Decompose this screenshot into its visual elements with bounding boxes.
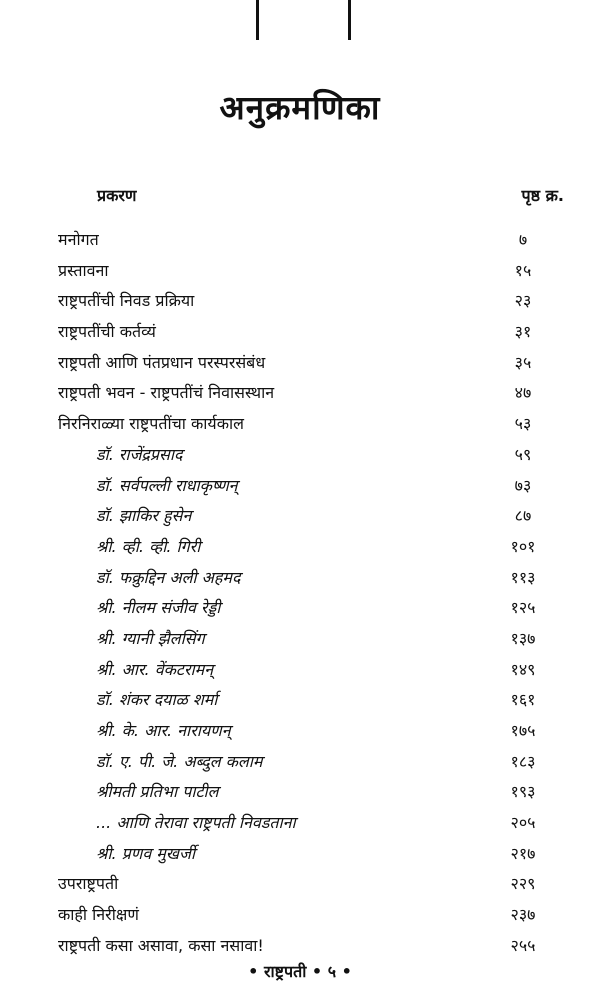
toc-entry-page: १०१ bbox=[510, 536, 536, 556]
toc-entry-page: ७३ bbox=[514, 475, 532, 495]
toc-entry-page: २१७ bbox=[510, 843, 536, 863]
toc-entry-title: डॉ. ए. पी. जे. अब्दुल कलाम bbox=[96, 751, 263, 771]
toc-entry-title: राष्ट्रपती कसा असावा, कसा नसावा! bbox=[58, 935, 264, 955]
toc-entry-page: २३७ bbox=[510, 905, 536, 925]
toc-entry-title: राष्ट्रपती भवन - राष्ट्रपतींचं निवासस्थान bbox=[58, 383, 275, 403]
toc-entry-page: १४९ bbox=[510, 659, 536, 679]
toc-entry-title: डॉ. राजेंद्रप्रसाद bbox=[96, 444, 183, 464]
toc-entry-title: श्री. ग्यानी झैलसिंग bbox=[96, 628, 205, 648]
toc-entry-page: ८७ bbox=[514, 506, 532, 526]
toc-entry bbox=[0, 317, 600, 348]
toc-entry-page: १९३ bbox=[510, 782, 536, 802]
toc-entry-page: २३ bbox=[514, 291, 532, 311]
table-of-contents bbox=[0, 225, 600, 962]
toc-entry bbox=[0, 931, 600, 962]
toc-entry bbox=[0, 593, 600, 624]
toc-entry-title: श्री. के. आर. नारायणन् bbox=[96, 721, 231, 740]
toc-entry bbox=[0, 747, 600, 778]
toc-entry-title: श्री. प्रणव मुखर्जी bbox=[96, 843, 195, 863]
toc-entry-title: ... आणि तेरावा राष्ट्रपती निवडताना bbox=[96, 813, 296, 833]
chapter-column-header: प्रकरण bbox=[97, 186, 137, 205]
toc-entry-page: ११३ bbox=[510, 567, 536, 587]
toc-entry-title: राष्ट्रपतींची निवड प्रक्रिया bbox=[58, 291, 195, 311]
toc-entry-title: मनोगत bbox=[58, 230, 99, 249]
toc-entry-title: श्री. आर. वेंकटरामन् bbox=[96, 659, 214, 679]
toc-entry-page: ५९ bbox=[514, 444, 532, 464]
toc-entry-title: राष्ट्रपतींची कर्तव्यं bbox=[58, 322, 156, 342]
toc-entry bbox=[0, 471, 600, 502]
toc-entry-page: १८३ bbox=[510, 751, 536, 771]
page-title: अनुक्रमणिका bbox=[219, 88, 381, 127]
toc-entry-title: प्रस्तावना bbox=[58, 260, 109, 280]
toc-entry bbox=[0, 409, 600, 440]
toc-entry-title: काही निरीक्षणं bbox=[58, 905, 139, 925]
toc-entry-title: डॉ. झाकिर हुसेन bbox=[96, 506, 192, 526]
toc-entry-title: डॉ. शंकर दयाळ शर्मा bbox=[96, 690, 218, 710]
toc-entry-page: ७ bbox=[518, 230, 528, 249]
toc-entry bbox=[0, 839, 600, 870]
toc-entry-page: १७५ bbox=[510, 721, 536, 740]
toc-entry bbox=[0, 348, 600, 379]
toc-entry-page: १२५ bbox=[510, 598, 536, 618]
toc-entry-page: १३७ bbox=[510, 628, 536, 648]
toc-entry-title: उपराष्ट्रपती bbox=[58, 874, 119, 894]
page-footer: • राष्ट्रपती • ५ • bbox=[248, 962, 352, 981]
toc-entry-page: १६१ bbox=[510, 690, 536, 710]
toc-entry bbox=[0, 777, 600, 808]
left-header-rule bbox=[256, 0, 259, 40]
toc-entry bbox=[0, 440, 600, 471]
toc-entry bbox=[0, 808, 600, 839]
right-header-rule bbox=[348, 0, 351, 40]
toc-entry bbox=[0, 378, 600, 409]
toc-entry bbox=[0, 286, 600, 317]
toc-entry bbox=[0, 624, 600, 655]
toc-entry-page: २५५ bbox=[510, 935, 536, 955]
toc-entry bbox=[0, 501, 600, 532]
toc-entry-title: निरनिराळ्या राष्ट्रपतींचा कार्यकाल bbox=[58, 414, 244, 434]
toc-entry-page: २०५ bbox=[510, 813, 536, 833]
toc-entry-title: डॉ. सर्वपल्ली राधाकृष्णन् bbox=[96, 475, 238, 495]
toc-entry-page: १५ bbox=[514, 260, 532, 280]
toc-entry-title: श्री. व्ही. व्ही. गिरी bbox=[96, 536, 201, 556]
toc-entry bbox=[0, 716, 600, 747]
toc-entry bbox=[0, 685, 600, 716]
toc-entry-page: ४७ bbox=[514, 383, 532, 403]
toc-entry bbox=[0, 563, 600, 594]
toc-entry-title: डॉ. फक्रुद्दिन अली अहमद bbox=[96, 567, 241, 587]
toc-entry bbox=[0, 869, 600, 900]
toc-entry bbox=[0, 225, 600, 256]
toc-entry bbox=[0, 256, 600, 287]
toc-entry bbox=[0, 532, 600, 563]
toc-entry-page: २२९ bbox=[510, 874, 536, 894]
toc-entry-page: ५३ bbox=[514, 414, 532, 434]
toc-entry-title: श्रीमती प्रतिभा पाटील bbox=[96, 782, 219, 802]
toc-entry-title: राष्ट्रपती आणि पंतप्रधान परस्परसंबंध bbox=[58, 352, 266, 372]
toc-entry-page: ३१ bbox=[514, 322, 532, 342]
toc-entry bbox=[0, 655, 600, 686]
toc-entry bbox=[0, 900, 600, 931]
toc-entry-page: ३५ bbox=[514, 352, 532, 372]
page-column-header: पृष्ठ क्र. bbox=[521, 186, 564, 205]
toc-entry-title: श्री. नीलम संजीव रेड्डी bbox=[96, 598, 221, 618]
